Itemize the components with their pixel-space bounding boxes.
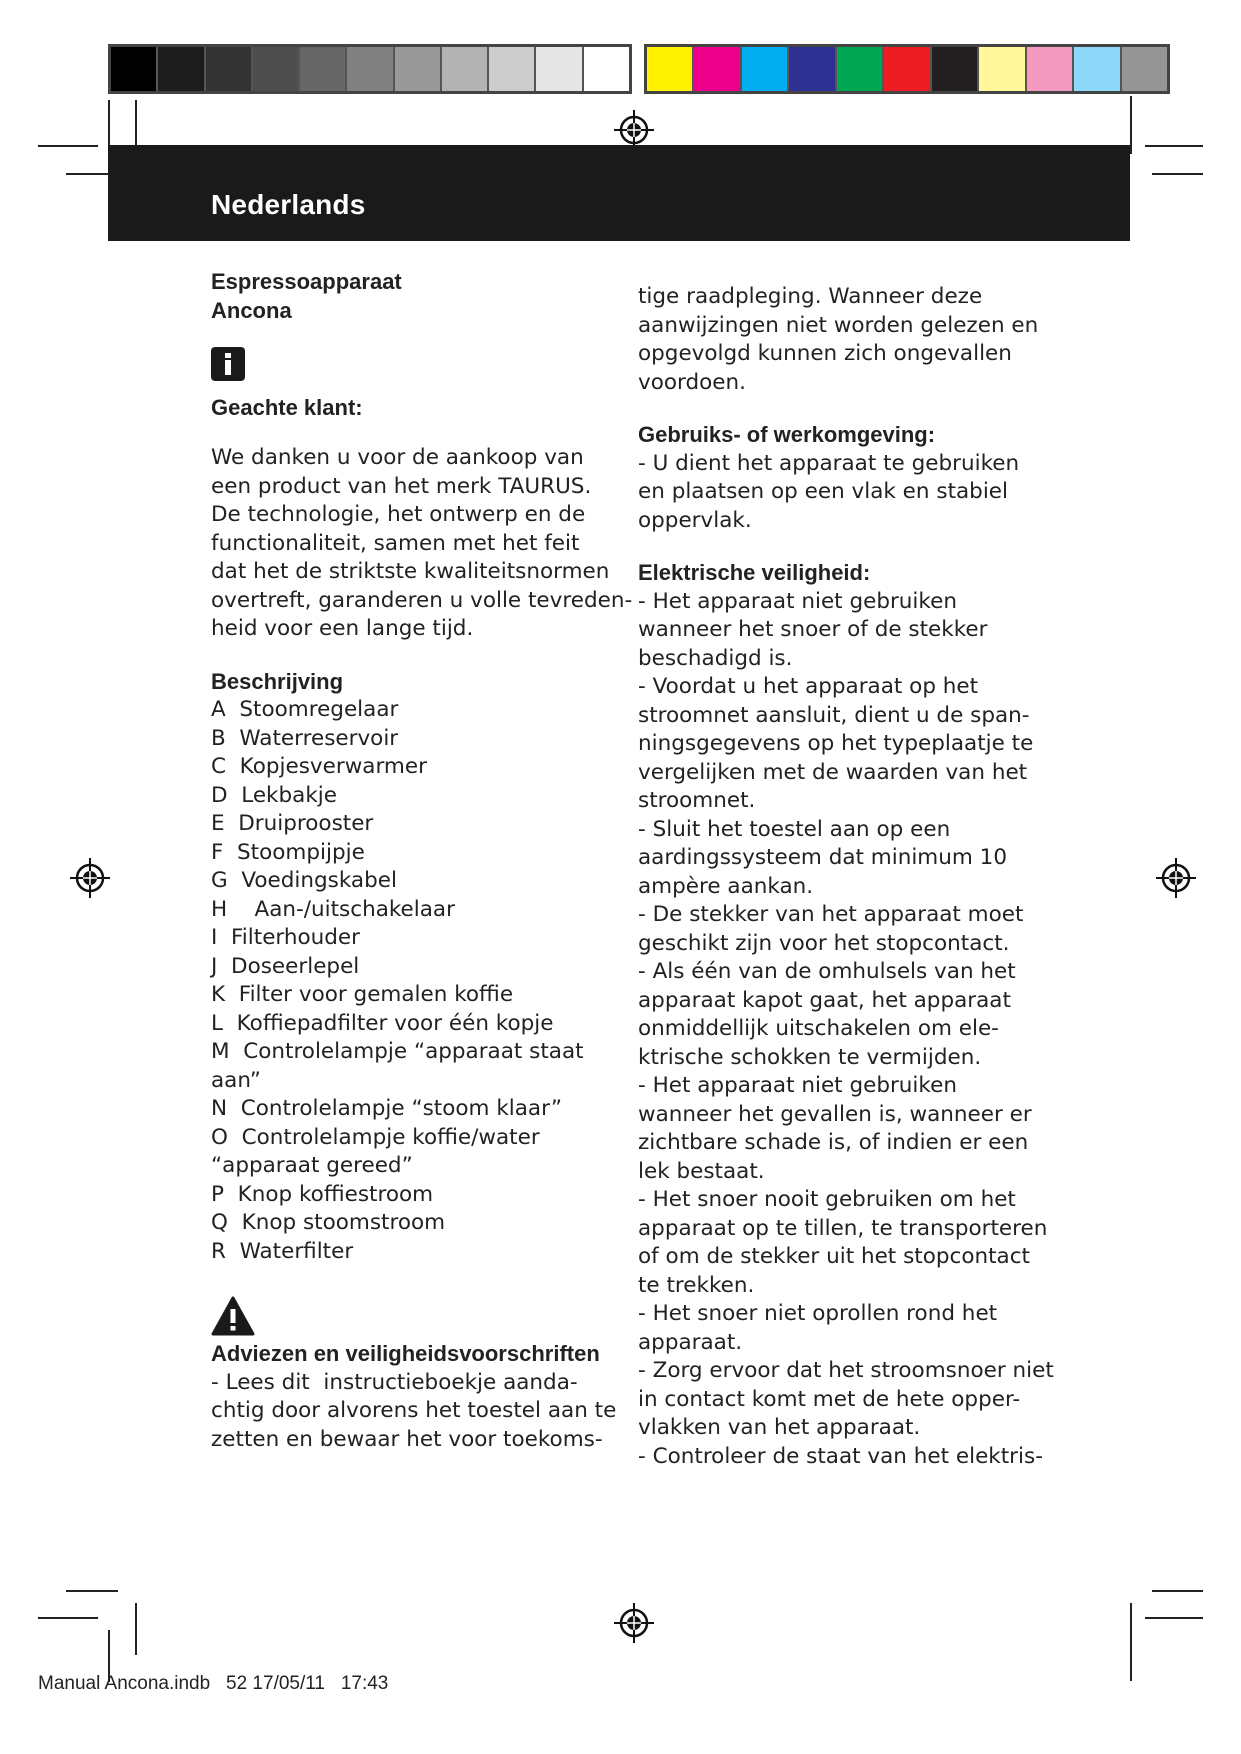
electric-heading: Elektrische veiligheid: [638,560,871,585]
description-item: N Controlelampje “stoom klaar” [211,1096,562,1121]
description-item: J Doseerlepel [211,953,360,979]
product-title: Espressoapparaat [211,269,402,294]
safety-line: zetten en bewaar het voor toekoms- [211,1426,603,1452]
color-swatch [979,47,1026,91]
description-item: E Druiprooster [211,811,374,836]
electric-line: lek bestaat. [638,1158,765,1184]
description-item: R Waterfilter [211,1238,354,1264]
grayscale-calibration-bar [108,44,632,94]
electric-paragraph [638,588,1054,1472]
electric-line: onmiddellijk uitschakelen om ele- [638,1016,999,1041]
greeting-heading: Geachte klant: [211,394,363,420]
warning-icon [211,1296,255,1336]
crop-mark [66,1590,118,1592]
description-item: M Controlelampje “apparaat staat [211,1039,584,1064]
electric-line: zichtbare schade is, of indien er een [638,1130,1029,1155]
description-item: I Filterhouder [211,925,360,950]
safety-line: chtig door alvorens het toestel aan te [211,1398,617,1423]
description-item: G Voedingskabel [211,868,397,893]
electric-line: - Het apparaat niet gebruiken [638,588,957,614]
description-item: P Knop koffiestroom [211,1181,434,1207]
color-swatch [395,47,442,91]
intro-line: functionaliteit, samen met het feit [211,530,580,556]
electric-line: geschikt zijn voor het stopcontact. [638,930,1010,956]
environment-line: en plaatsen op een vlak en stabiel [638,479,1009,504]
safety-paragraph [211,1369,617,1455]
description-list [211,696,611,1266]
continued-line: voordoen. [638,369,746,395]
color-swatch [1027,47,1074,91]
electric-line: of om de stekker uit het stopcontact [638,1244,1030,1269]
description-item: D Lekbakje [211,782,337,808]
description-item: “apparaat gereed” [211,1153,413,1178]
description-item: K Filter voor gemalen koffie [211,982,514,1007]
electric-line: wanneer het gevallen is, wanneer er [638,1101,1032,1127]
description-item: C Kopjesverwarmer [211,754,427,779]
electric-line: beschadigd is. [638,645,793,671]
description-item: L Koffiepadfilter voor één kopje [211,1010,554,1036]
color-swatch [489,47,536,91]
crop-mark [135,1603,137,1655]
intro-line: heid voor een lange tijd. [211,616,474,641]
electric-line: - Het apparaat niet gebruiken [638,1073,957,1098]
language-title: Nederlands [211,189,366,220]
color-swatch [789,47,836,91]
intro-line: overtreft, garanderen u volle tevreden- [211,587,633,613]
electric-line: apparaat kapot gaat, het apparaat [638,987,1011,1013]
color-swatch [742,47,789,91]
electric-line: - De stekker van het apparaat moet [638,902,1024,927]
crop-mark [1152,1590,1203,1592]
color-swatch [253,47,300,91]
color-swatch [300,47,347,91]
crop-mark [38,1617,98,1619]
electric-line: - Het snoer niet oprollen rond het [638,1301,998,1326]
electric-line: stroomnet aansluit, dient u de span- [638,702,1030,728]
color-swatch [837,47,884,91]
electric-line: vlakken van het apparaat. [638,1415,921,1440]
electric-line: vergelijken met de waarden van het [638,759,1028,785]
electric-line: apparaat op te tillen, te transporteren [638,1215,1048,1241]
electric-line: aardingssysteem dat minimum 10 [638,845,1008,870]
environment-paragraph [638,450,1038,536]
electric-line: - Het snoer nooit gebruiken om het [638,1187,1016,1212]
description-item: O Controlelampje koffie/water [211,1124,540,1150]
crop-mark [1145,1617,1203,1619]
color-swatch [111,47,158,91]
color-swatch [1074,47,1121,91]
color-swatch [584,47,629,91]
safety-line: - Lees dit instructieboekje aanda- [211,1369,578,1395]
print-slug: Manual Ancona.indb 52 17/05/11 17:43 [38,1673,389,1694]
crop-mark [38,145,98,147]
color-swatch [694,47,741,91]
continued-line: aanwijzingen niet worden gelezen en [638,312,1039,338]
crop-mark [1152,173,1203,175]
description-item: F Stoompijpje [211,839,365,865]
color-swatch [536,47,583,91]
description-item: aan” [211,1067,261,1093]
left-column [211,268,633,1454]
continued-paragraph [638,283,1038,397]
crop-mark [1130,96,1132,154]
continued-line: opgevolgd kunnen zich ongevallen [638,341,1012,366]
color-swatch [1122,47,1167,91]
color-swatch [884,47,931,91]
intro-line: We danken u voor de aankoop van [211,445,584,470]
crop-mark [1130,1603,1132,1681]
description-item: H Aan-/uitschakelaar [211,896,455,922]
description-item: A Stoomregelaar [211,697,399,722]
description-heading: Beschrijving [211,668,344,694]
electric-line: - Sluit het toestel aan op een [638,816,951,842]
info-icon [211,347,245,381]
electric-line: ktrische schokken te vermijden. [638,1044,982,1070]
intro-paragraph [211,444,633,644]
color-swatch [347,47,394,91]
intro-line: De technologie, het ontwerp en de [211,502,586,527]
electric-line: ampère aankan. [638,873,814,899]
color-swatch [206,47,253,91]
environment-heading: Gebruiks- of werkomgeving: [638,422,936,447]
description-item: B Waterreservoir [211,725,399,751]
electric-line: in contact komt met de hete opper- [638,1386,1021,1412]
environment-line: oppervlak. [638,507,752,533]
electric-line: ningsgegevens op het typeplaatje te [638,731,1034,756]
continued-line: tige raadpleging. Wanneer deze [638,284,983,309]
registration-mark-icon [70,858,110,898]
electric-line: apparaat. [638,1329,743,1355]
electric-line: - Als één van de omhulsels van het [638,959,1016,984]
intro-line: dat het de striktste kwaliteitsnormen [211,559,610,584]
color-swatch [158,47,205,91]
electric-line: wanneer het snoer of de stekker [638,617,988,642]
electric-line: te trekken. [638,1272,755,1298]
registration-mark-icon [614,110,654,150]
color-swatch [647,47,694,91]
language-header-band [108,145,1130,241]
color-swatch [442,47,489,91]
right-column [638,283,1054,1471]
registration-mark-icon [614,1603,654,1643]
description-item: Q Knop stoomstroom [211,1210,446,1235]
color-calibration-bar [644,44,1170,94]
crop-mark [66,173,112,175]
environment-line: - U dient het apparaat te gebruiken [638,450,1020,476]
safety-heading: Adviezen en veiligheidsvoorschriften [211,1341,600,1366]
electric-line: - Zorg ervoor dat het stroomsnoer niet [638,1358,1054,1383]
color-swatch [932,47,979,91]
registration-mark-icon [1156,858,1196,898]
electric-line: - Voordat u het apparaat op het [638,674,979,699]
crop-mark [1145,145,1203,147]
product-model: Ancona [211,297,292,323]
intro-line: een product van het merk TAURUS. [211,473,592,499]
electric-line: - Controleer de staat van het elektris- [638,1443,1043,1469]
electric-line: stroomnet. [638,788,756,813]
